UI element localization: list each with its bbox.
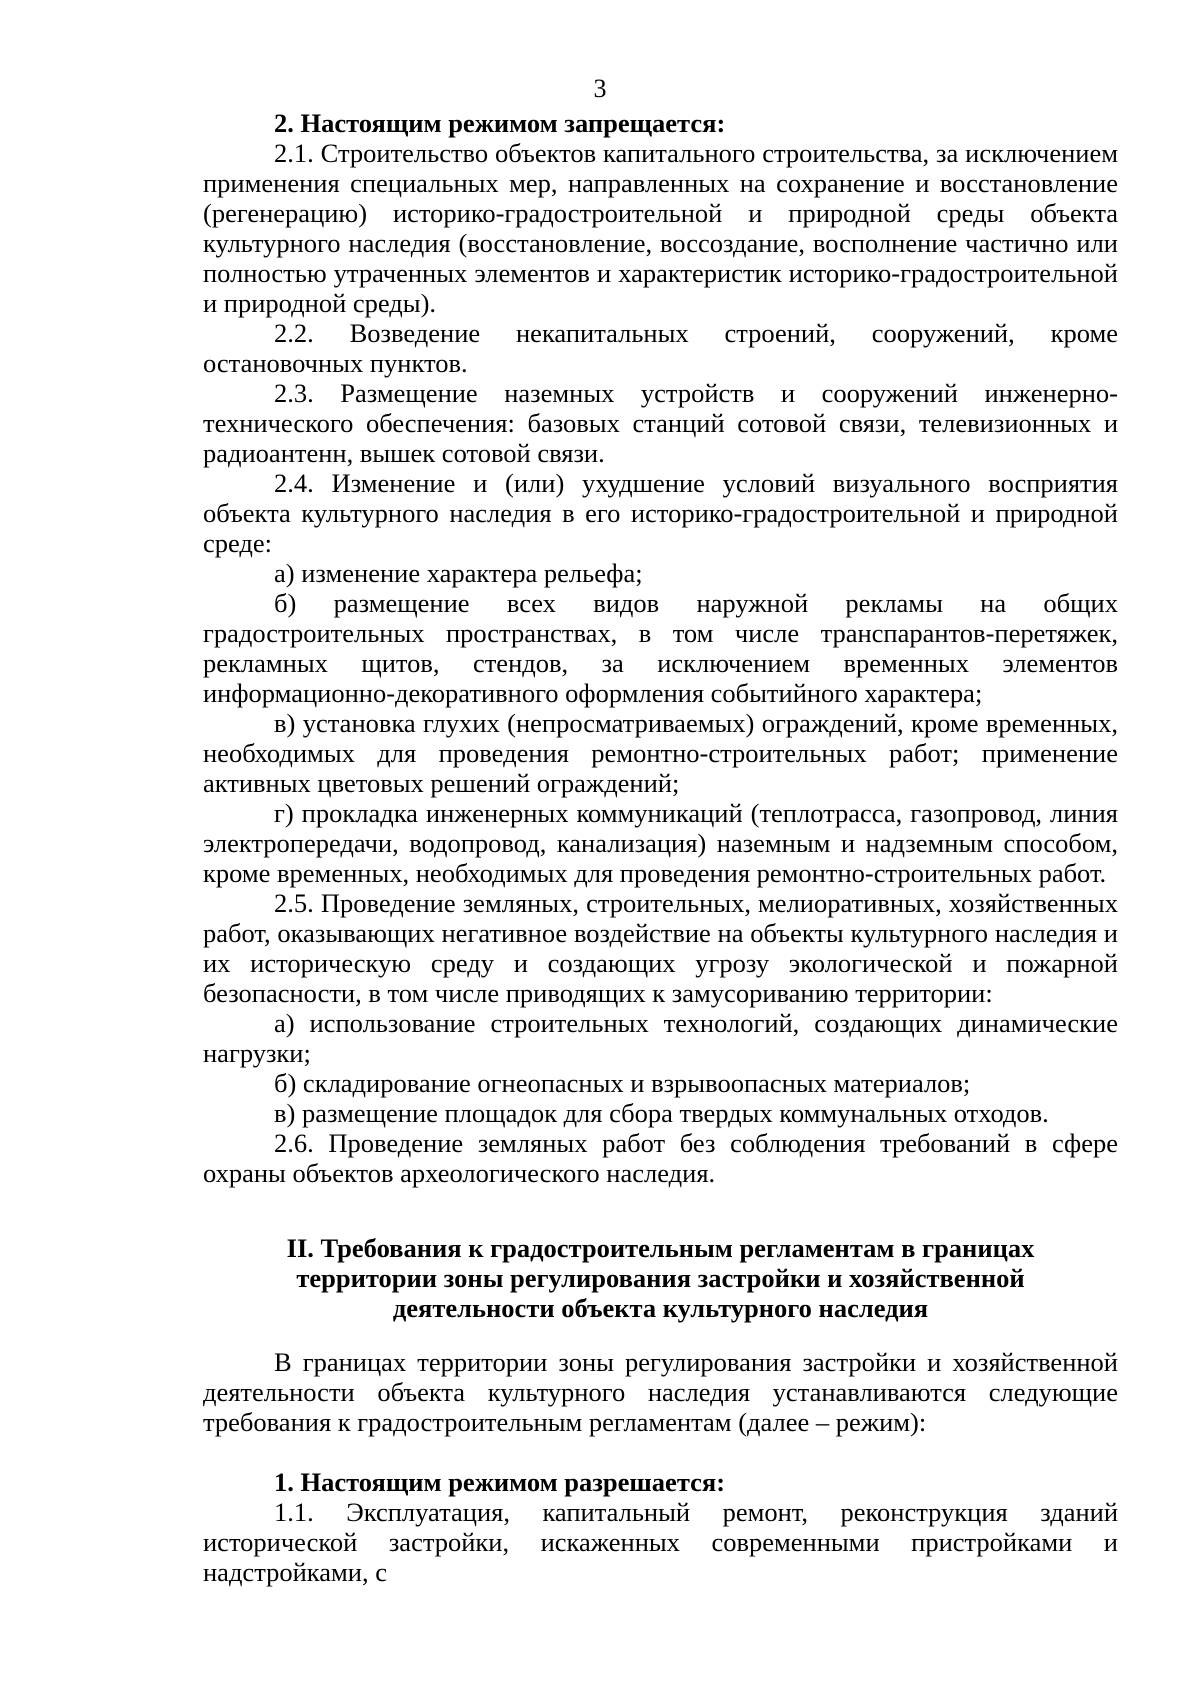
page-number: 3: [593, 74, 607, 103]
prohibitions-section: [203, 108, 1118, 1188]
section-title-line-1: II. Требования к градостроительным регламентам в границах: [286, 1233, 1035, 1263]
paragraph-2-5-a: а) использование строительных технологий, создающих динамические нагрузки;: [203, 1008, 1118, 1068]
paragraph-2-3: 2.3. Размещение наземных устройств и сооружений инженерно-технического обеспечения: базовых станций сотовой связи, телевизионных и радиоантенн, вышек сотовой связи.: [203, 378, 1118, 468]
intro-section: [203, 1347, 1118, 1437]
paragraph-2-6: 2.6. Проведение земляных работ без соблюдения требований в сфере охраны объектов археологического наследия.: [203, 1128, 1118, 1188]
paragraph-2-2: 2.2. Возведение некапитальных строений, сооружений, кроме остановочных пунктов.: [203, 318, 1118, 378]
permissions-section: [203, 1467, 1118, 1587]
paragraph-2-4-g: г) прокладка инженерных коммуникаций (теплотрасса, газопровод, линия электропередачи, водопровод, канализация) наземным и надземным способом, кроме временных, необходимых для проведения ремонтно-строительных работ.: [203, 798, 1118, 888]
intro-paragraph: В границах территории зоны регулирования застройки и хозяйственной деятельности объекта культурного наследия устанавливаются следующие требования к градостроительным регламентам (далее – режим):: [203, 1347, 1118, 1437]
paragraph-2-5-v: в) размещение площадок для сбора твердых коммунальных отходов.: [274, 1098, 1049, 1128]
paragraph-2-4: 2.4. Изменение и (или) ухудшение условий визуального восприятия объекта культурного наследия в его историко-градостроительной и природной среде:: [203, 468, 1118, 558]
paragraph-1-1: 1.1. Эксплуатация, капитальный ремонт, реконструкция зданий исторической застройки, искаженных современными пристройками и надстройками, с: [203, 1497, 1118, 1587]
paragraph-2-4-v: в) установка глухих (непросматриваемых) ограждений, кроме временных, необходимых для проведения ремонтно-строительных работ; применение активных цветовых решений ограждений;: [203, 708, 1118, 798]
paragraph-2-5-b: б) складирование огнеопасных и взрывоопасных материалов;: [274, 1068, 971, 1098]
paragraph-2-4-a: а) изменение характера рельефа;: [274, 558, 643, 588]
section-title-line-2: территории зоны регулирования застройки и хозяйственной: [296, 1263, 1025, 1293]
section-title-line-3: деятельности объекта культурного наследия: [392, 1293, 929, 1323]
section-heading-permitted: 1. Настоящим режимом разрешается:: [274, 1467, 726, 1497]
paragraph-2-4-b: б) размещение всех видов наружной рекламы на общих градостроительных пространствах, в том числе транспарантов-перетяжек, рекламных щитов, стендов, за исключением временных элементов информационно-декоративного оформления событийного характера;: [203, 588, 1118, 708]
paragraph-2-5: 2.5. Проведение земляных, строительных, мелиоративных, хозяйственных работ, оказывающих негативное воздействие на объекты культурного наследия и их историческую среду и создающих угрозу экологической и пожарной безопасности, в том числе приводящих к замусориванию территории:: [203, 888, 1118, 1008]
paragraph-2-1: 2.1. Строительство объектов капитального строительства, за исключением применения специальных мер, направленных на сохранение и восстановление (регенерацию) историко-градостроительной и природной среды объекта культурного наследия (восстановление, воссоздание, восполнение частично или полностью утраченных элементов и характеристик историко-градостроительной и природной среды).: [203, 138, 1118, 318]
section-title-ii: [203, 1233, 1118, 1323]
section-heading-prohibited: 2. Настоящим режимом запрещается:: [274, 108, 726, 138]
